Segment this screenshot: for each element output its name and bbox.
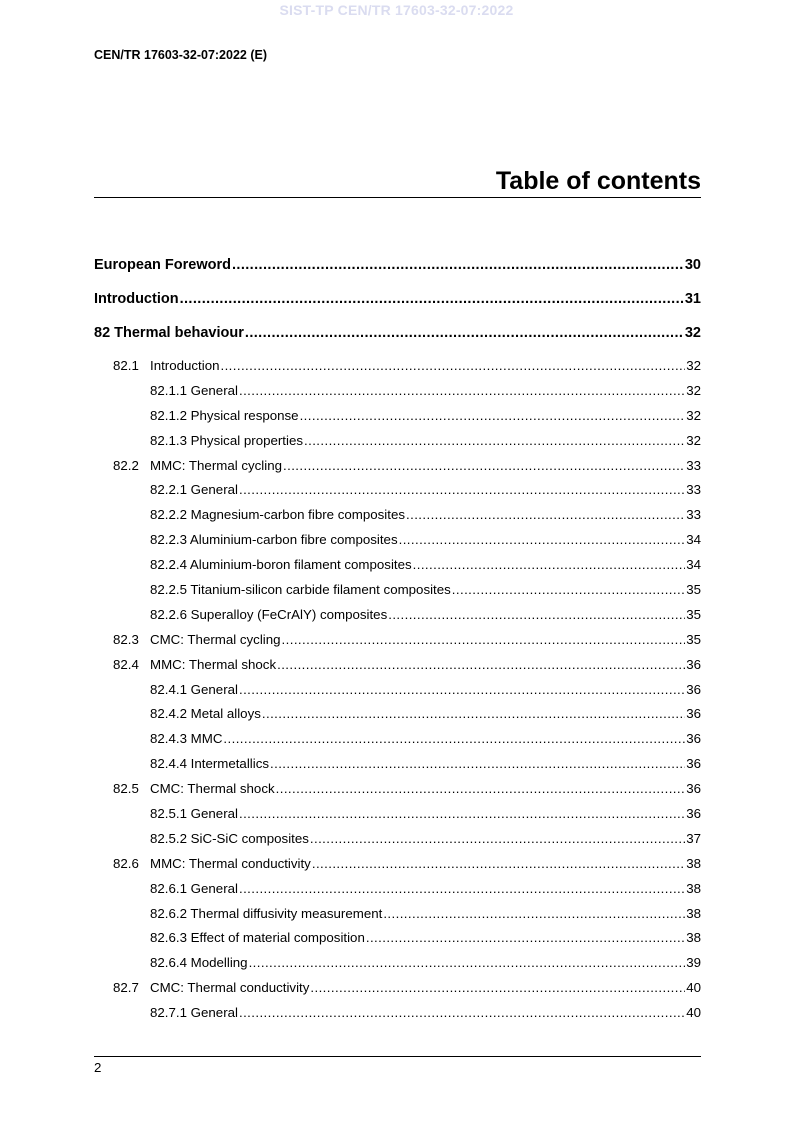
toc-entry-page: 34	[686, 557, 701, 573]
toc-entry[interactable]	[94, 727, 701, 752]
dot-leader	[180, 286, 684, 312]
toc-entry-label: 82 Thermal behaviour	[94, 325, 244, 341]
dot-leader	[312, 852, 685, 877]
toc-entry-label: MMC: Thermal shock	[150, 656, 277, 672]
toc-entry-page: 32	[686, 407, 701, 423]
toc-entry-label: Introduction	[94, 291, 179, 307]
toc-entry-label: 82.2.5 Titanium-silicon carbide filament composites	[150, 582, 451, 598]
toc-entry[interactable]	[94, 404, 701, 429]
toc-entry[interactable]	[94, 877, 701, 902]
toc-entry-label: CMC: Thermal cycling	[150, 631, 281, 647]
toc-entry-page: 30	[684, 257, 701, 273]
toc-entry-page: 35	[686, 582, 701, 598]
toc-entry-label: CMC: Thermal conductivity	[150, 980, 310, 996]
toc-entry-page: 40	[686, 980, 701, 996]
toc-entry-page: 35	[686, 631, 701, 647]
toc-entry-label: 82.2.6 Superalloy (FeCrAlY) composites	[150, 606, 388, 622]
toc-entry[interactable]	[94, 653, 701, 678]
toc-entry-number: 82.3	[113, 631, 139, 647]
toc-entry[interactable]	[94, 976, 701, 1001]
toc-entry-page: 38	[686, 880, 701, 896]
toc-entry[interactable]	[94, 528, 701, 553]
toc-entry-page: 34	[686, 532, 701, 548]
document-id-header: CEN/TR 17603-32-07:2022 (E)	[94, 48, 267, 62]
dot-leader	[277, 653, 685, 678]
toc-entry-page: 32	[686, 358, 701, 373]
toc-entry-label: 82.4.4 Intermetallics	[150, 756, 269, 772]
dot-leader	[388, 603, 685, 628]
dot-leader	[239, 379, 685, 404]
toc-entry-number: 82.6	[113, 855, 139, 871]
dot-leader	[366, 926, 685, 951]
toc-entry-label: 82.1.1 General	[150, 382, 238, 398]
title-divider	[94, 197, 701, 198]
toc-entry-label: 82.4.2 Metal alloys	[150, 706, 261, 722]
toc-entry-page: 32	[686, 432, 701, 448]
toc-entry-label: 82.5.1 General	[150, 806, 238, 822]
toc-entry-label: 82.6.2 Thermal diffusivity measurement	[150, 905, 383, 921]
toc-entry[interactable]	[94, 454, 701, 479]
toc-entry-page: 32	[686, 382, 701, 398]
toc-entry-label: 82.1.3 Physical properties	[150, 432, 303, 448]
dot-leader	[262, 702, 685, 727]
toc-entry[interactable]	[94, 752, 701, 777]
dot-leader	[399, 528, 686, 553]
dot-leader	[282, 628, 686, 653]
toc-entry-number: 82.2	[113, 457, 139, 473]
dot-leader	[245, 320, 684, 346]
toc-entry-page: 38	[686, 855, 701, 871]
toc-entry-number: 82.5	[113, 781, 139, 797]
toc-entry-label: 82.1.2 Physical response	[150, 407, 299, 423]
toc-entry[interactable]	[94, 379, 701, 404]
toc-entry[interactable]	[94, 852, 701, 877]
toc-entry-page: 38	[686, 905, 701, 921]
toc-entry[interactable]	[94, 678, 701, 703]
toc-entry-number: 82.1	[113, 358, 139, 373]
toc-entry-page: 36	[686, 656, 701, 672]
toc-entry-page: 37	[686, 830, 701, 846]
toc-entry-page: 36	[686, 806, 701, 822]
toc-entry-label: 82.2.3 Aluminium-carbon fibre composites	[150, 532, 398, 548]
toc-entry-page: 36	[686, 756, 701, 772]
toc-entry[interactable]	[94, 429, 701, 454]
toc-entry-label: 82.4.1 General	[150, 681, 238, 697]
dot-leader	[304, 429, 685, 454]
toc-entry[interactable]	[94, 578, 701, 603]
toc-entry[interactable]	[94, 702, 701, 727]
dot-leader	[223, 727, 685, 752]
toc-entry[interactable]	[94, 827, 701, 852]
toc-entry[interactable]	[94, 354, 701, 379]
toc-entry-label: 82.2.1 General	[150, 482, 238, 498]
toc-entry-label: MMC: Thermal cycling	[150, 457, 283, 473]
toc-entry-page: 40	[686, 1005, 701, 1021]
toc-entry-label: Introduction	[150, 358, 220, 373]
toc-entry[interactable]	[94, 553, 701, 578]
toc-entry[interactable]	[94, 503, 701, 528]
toc-entry-label: 82.5.2 SiC-SiC composites	[150, 830, 309, 846]
dot-leader	[300, 404, 686, 429]
dot-leader	[406, 503, 685, 528]
toc-entry-number: 82.7	[113, 980, 139, 996]
dot-leader	[249, 951, 686, 976]
toc-entry-label: CMC: Thermal shock	[150, 781, 275, 797]
toc-entry-page: 36	[686, 681, 701, 697]
dot-leader	[310, 827, 685, 852]
toc-entry-page: 33	[686, 457, 701, 473]
dot-leader	[383, 902, 685, 927]
dot-leader	[413, 553, 686, 578]
toc-entry[interactable]	[94, 320, 701, 354]
toc-entry[interactable]	[94, 802, 701, 827]
dot-leader	[239, 478, 685, 503]
toc-entry-page: 36	[686, 781, 701, 797]
toc-entry-label: 82.7.1 General	[150, 1005, 238, 1021]
toc-entry[interactable]	[94, 252, 701, 286]
dot-leader	[283, 454, 685, 479]
toc-entry[interactable]	[94, 902, 701, 927]
dot-leader	[239, 1001, 685, 1026]
toc-entry-page: 35	[686, 606, 701, 622]
toc-entry[interactable]	[94, 478, 701, 503]
dot-leader	[232, 252, 684, 278]
dot-leader	[310, 976, 685, 1001]
dot-leader	[276, 777, 686, 802]
toc-entry-page: 33	[686, 507, 701, 523]
dot-leader	[270, 752, 685, 777]
toc-entry[interactable]	[94, 951, 701, 976]
watermark: SIST-TP CEN/TR 17603-32-07:2022	[279, 2, 514, 18]
toc-entry[interactable]	[94, 926, 701, 951]
toc-entry[interactable]	[94, 603, 701, 628]
table-of-contents	[94, 252, 701, 1026]
toc-entry-label: 82.6.1 General	[150, 880, 238, 896]
toc-entry-number: 82.4	[113, 656, 139, 672]
page-title: Table of contents	[495, 167, 701, 195]
toc-entry-label: European Foreword	[94, 257, 231, 273]
dot-leader	[239, 678, 685, 703]
dot-leader	[239, 877, 685, 902]
toc-entry-label: 82.6.3 Effect of material composition	[150, 930, 365, 946]
toc-entry-page: 36	[686, 706, 701, 722]
toc-entry[interactable]	[94, 286, 701, 320]
toc-entry-page: 31	[684, 291, 701, 307]
toc-entry-label: 82.6.4 Modelling	[150, 955, 248, 971]
toc-entry-page: 33	[686, 482, 701, 498]
dot-leader	[239, 802, 685, 827]
page-number: 2	[94, 1060, 102, 1075]
toc-entry-label: 82.2.2 Magnesium-carbon fibre composites	[150, 507, 405, 523]
toc-entry-page: 38	[686, 930, 701, 946]
toc-entry[interactable]	[94, 1001, 701, 1026]
dot-leader	[452, 578, 685, 603]
toc-entry[interactable]	[94, 628, 701, 653]
toc-entry-page: 39	[686, 955, 701, 971]
toc-entry-label: 82.2.4 Aluminium-boron filament composites	[150, 557, 412, 573]
dot-leader	[220, 354, 685, 379]
toc-entry-label: MMC: Thermal conductivity	[150, 855, 311, 871]
toc-entry-label: 82.4.3 MMC	[150, 731, 223, 747]
footer-divider	[94, 1056, 701, 1057]
toc-entry-page: 36	[686, 731, 701, 747]
toc-entry-page: 32	[684, 325, 701, 341]
toc-entry[interactable]	[94, 777, 701, 802]
